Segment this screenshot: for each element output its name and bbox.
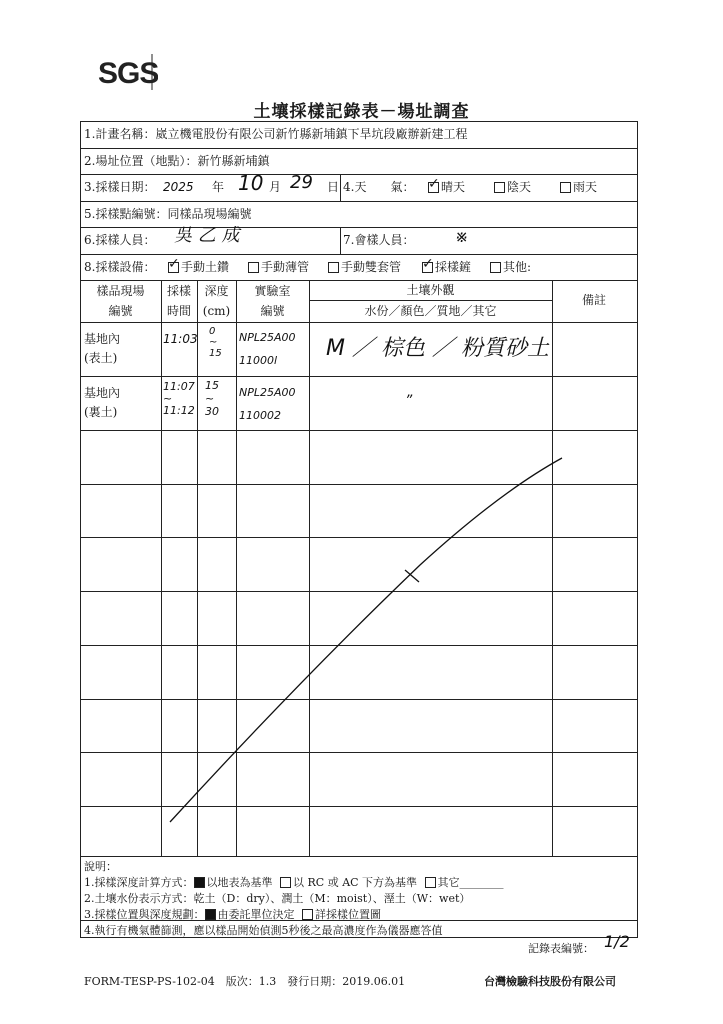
header-time: 採樣 時間 <box>166 284 191 318</box>
weather-sunny[interactable]: ✓ 晴天 <box>428 176 466 194</box>
checkbox-client-decides[interactable] <box>205 909 216 920</box>
note-2: 2.土壤水份表示方式：乾土（D：dry）、潤土（M：moist）、溼土（W：wet） <box>84 892 471 905</box>
row2-appearance-ditto[interactable]: ” <box>405 393 413 409</box>
row2-lab-id[interactable]: NPL25A00 110002 <box>239 386 296 422</box>
row2-depth[interactable]: 15 ~ 30 <box>205 379 219 418</box>
row1-depth[interactable]: 0 ~ 15 <box>209 326 222 359</box>
date-day[interactable]: 29 <box>290 172 313 193</box>
header-sample-id: 樣品現場 編號 <box>96 284 145 318</box>
point-id-value[interactable]: 同樣品現場編號 <box>167 207 252 221</box>
header-lab-id: 實驗室 編號 <box>254 284 291 318</box>
checkbox-shovel[interactable]: ✓ <box>422 256 434 272</box>
day-unit: 日 <box>327 180 340 194</box>
checkbox-sunny[interactable]: ✓ <box>428 176 440 192</box>
checkbox-rc-ac-base[interactable] <box>280 877 291 888</box>
form-footer: FORM-TESP-PS-102-04 版次：1.3 發行日期：2019.06.01 <box>84 975 406 988</box>
notes-title: 說明： <box>84 860 117 873</box>
header-appearance: 土壤外觀 <box>406 283 455 297</box>
company-name: 台灣檢驗科技股份有限公司 <box>484 975 616 988</box>
year-unit: 年 <box>212 180 225 194</box>
date-month[interactable]: 10 <box>238 171 264 195</box>
sampler-signature[interactable]: 吳 乙 成 <box>174 225 240 246</box>
record-no-label: 記錄表編號： <box>528 942 594 955</box>
checkbox-other-base[interactable] <box>425 877 436 888</box>
equipment-label: 8.採樣設備： <box>84 260 156 274</box>
weather-rainy[interactable]: 雨天 <box>560 180 597 194</box>
sampling-date-label: 3.採樣日期： <box>84 180 156 194</box>
header-remarks: 備註 <box>581 293 606 307</box>
date-year[interactable]: 2025 <box>163 180 194 194</box>
equip-double-tube[interactable]: 手動雙套管 <box>328 260 401 274</box>
row1-lab-id[interactable]: NPL25A00 11000l <box>239 331 296 367</box>
checkbox-location-map[interactable] <box>302 909 313 920</box>
form-title: 土壤採樣記錄表－場址調查 <box>253 102 470 122</box>
header-depth: 深度 (cm) <box>202 284 231 318</box>
row2-sample-id[interactable]: 基地內 (裏土) <box>84 386 121 419</box>
project-row: 1.計畫名稱：崴立機電股份有限公司新竹縣新埔鎮下旱坑段廠辦新建工程 <box>84 127 468 141</box>
note-1: 1.採樣深度計算方式： 以地表為基準 以 RC 或 AC 下方為基準 其它________ <box>84 876 504 889</box>
weather-cloudy[interactable]: 陰天 <box>494 180 531 194</box>
note-3: 3.採樣位置與深度規劃： 由委託單位決定 詳採樣位置圖 <box>84 908 381 921</box>
checkbox-hand-auger[interactable]: ✓ <box>168 256 180 272</box>
site-value[interactable]: 新竹縣新埔鎮 <box>197 154 270 168</box>
point-id-row: 5.採樣點編號：同樣品現場編號 <box>84 207 252 221</box>
equip-shovel[interactable]: ✓ 採樣鏟 <box>422 256 472 274</box>
svg-text:SGS: SGS <box>98 57 158 90</box>
header-appearance-sub: 水份／顏色／質地／其它 <box>364 304 497 318</box>
row1-time[interactable]: 11:03 <box>163 332 198 346</box>
checkbox-ground-base[interactable] <box>194 877 205 888</box>
row2-time[interactable]: 11:07 ~ 11:12 <box>163 380 195 417</box>
row1-appearance[interactable]: M ／ 棕色 ／ 粉質砂土 <box>326 336 549 361</box>
sampler-label: 6.採樣人員： <box>84 233 156 247</box>
month-unit: 月 <box>269 180 282 194</box>
equip-other[interactable]: 其他: <box>490 260 531 274</box>
witness-label: 7.會樣人員： <box>343 233 415 247</box>
equip-thin-tube[interactable]: 手動薄管 <box>248 260 309 274</box>
weather-label: 4.天 氣： <box>343 180 415 194</box>
row1-sample-id[interactable]: 基地內 (表土) <box>84 332 121 365</box>
note-4: 4.執行有機氣體篩測，應以樣品開始偵測5秒後之最高濃度作為儀器應答值 <box>84 924 443 937</box>
equip-hand-auger[interactable]: ✓ 手動土鑽 <box>168 256 230 274</box>
witness-signature[interactable]: ※ <box>455 227 469 246</box>
project-value[interactable]: 崴立機電股份有限公司新竹縣新埔鎮下旱坑段廠辦新建工程 <box>155 127 468 141</box>
record-no-value[interactable]: 1/2 <box>604 932 630 951</box>
site-row: 2.場址位置（地點）：新竹縣新埔鎮 <box>84 154 270 168</box>
